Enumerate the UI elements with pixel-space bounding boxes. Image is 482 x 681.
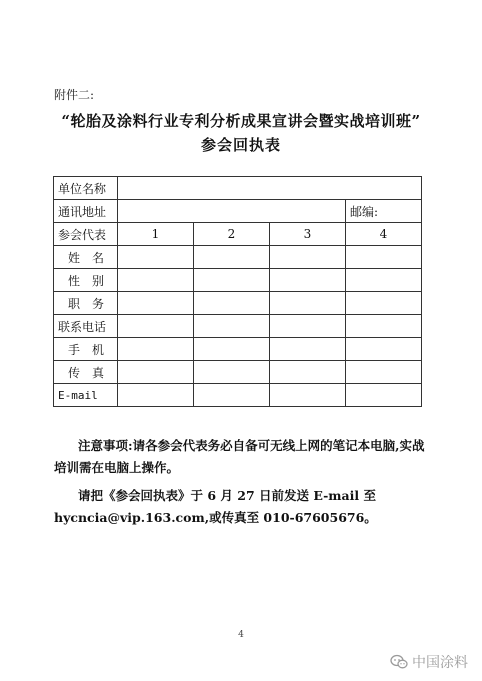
row-position: [54, 292, 422, 315]
email-cell[interactable]: [346, 384, 422, 407]
unit-name-label: 单位名称: [54, 177, 118, 200]
mobile-cell[interactable]: [194, 338, 270, 361]
gender-label: 性 别: [54, 269, 118, 292]
gender-cell[interactable]: [118, 269, 194, 292]
row-email: [54, 384, 422, 407]
rep-number-1: 1: [118, 223, 194, 246]
phone-cell[interactable]: [346, 315, 422, 338]
notes-section: [54, 435, 434, 529]
mobile-cell[interactable]: [346, 338, 422, 361]
fax-label: 传 真: [54, 361, 118, 384]
phone-cell[interactable]: [194, 315, 270, 338]
position-cell[interactable]: [346, 292, 422, 315]
note-attention: 注意事项:请各参会代表务必自备可无线上网的笔记本电脑,实战培训需在电脑上操作。: [54, 438, 425, 475]
watermark-text: 中国涂料: [412, 655, 468, 671]
row-phone: [54, 315, 422, 338]
name-cell[interactable]: [270, 246, 346, 269]
representative-label: 参会代表: [54, 223, 118, 246]
document-title: “轮胎及涂料行业专利分析成果宣讲会暨实战培训班”: [61, 112, 421, 130]
name-cell[interactable]: [194, 246, 270, 269]
row-unit-name: [54, 177, 422, 200]
row-mobile: [54, 338, 422, 361]
email-cell[interactable]: [270, 384, 346, 407]
row-name: [54, 246, 422, 269]
phone-cell[interactable]: [118, 315, 194, 338]
registration-form-table: [53, 176, 422, 407]
address-label: 通讯地址: [54, 200, 118, 223]
page-number: 4: [238, 630, 244, 640]
gender-cell[interactable]: [270, 269, 346, 292]
gender-cell[interactable]: [194, 269, 270, 292]
name-label: 姓 名: [54, 246, 118, 269]
mobile-label: 手 机: [54, 338, 118, 361]
row-representatives: [54, 223, 422, 246]
fax-cell[interactable]: [270, 361, 346, 384]
name-cell[interactable]: [118, 246, 194, 269]
email-cell[interactable]: [194, 384, 270, 407]
phone-label: 联系电话: [54, 315, 118, 338]
attachment-label: 附件二:: [54, 88, 95, 102]
rep-number-3: 3: [270, 223, 346, 246]
phone-cell[interactable]: [270, 315, 346, 338]
mobile-cell[interactable]: [270, 338, 346, 361]
row-fax: [54, 361, 422, 384]
note-submission: 请把《参会回执表》于 6 月 27 日前发送 E-mail 至 hycncia@vip.163.com,或传真至 010-67605676。: [54, 488, 377, 525]
watermark: [390, 652, 468, 672]
email-label: E-mail: [54, 384, 118, 407]
position-label: 职 务: [54, 292, 118, 315]
name-cell[interactable]: [346, 246, 422, 269]
fax-cell[interactable]: [194, 361, 270, 384]
document-subtitle: 参会回执表: [200, 136, 281, 154]
unit-name-cell[interactable]: [118, 177, 422, 200]
position-cell[interactable]: [194, 292, 270, 315]
gender-cell[interactable]: [346, 269, 422, 292]
fax-cell[interactable]: [118, 361, 194, 384]
row-gender: [54, 269, 422, 292]
fax-cell[interactable]: [346, 361, 422, 384]
mobile-cell[interactable]: [118, 338, 194, 361]
row-address: [54, 200, 422, 223]
rep-number-4: 4: [346, 223, 422, 246]
postcode-cell[interactable]: [346, 200, 422, 223]
wechat-icon: [390, 654, 408, 670]
email-cell[interactable]: [118, 384, 194, 407]
rep-number-2: 2: [194, 223, 270, 246]
position-cell[interactable]: [270, 292, 346, 315]
address-cell[interactable]: [118, 200, 346, 223]
postcode-label: 邮编:: [350, 204, 379, 219]
position-cell[interactable]: [118, 292, 194, 315]
